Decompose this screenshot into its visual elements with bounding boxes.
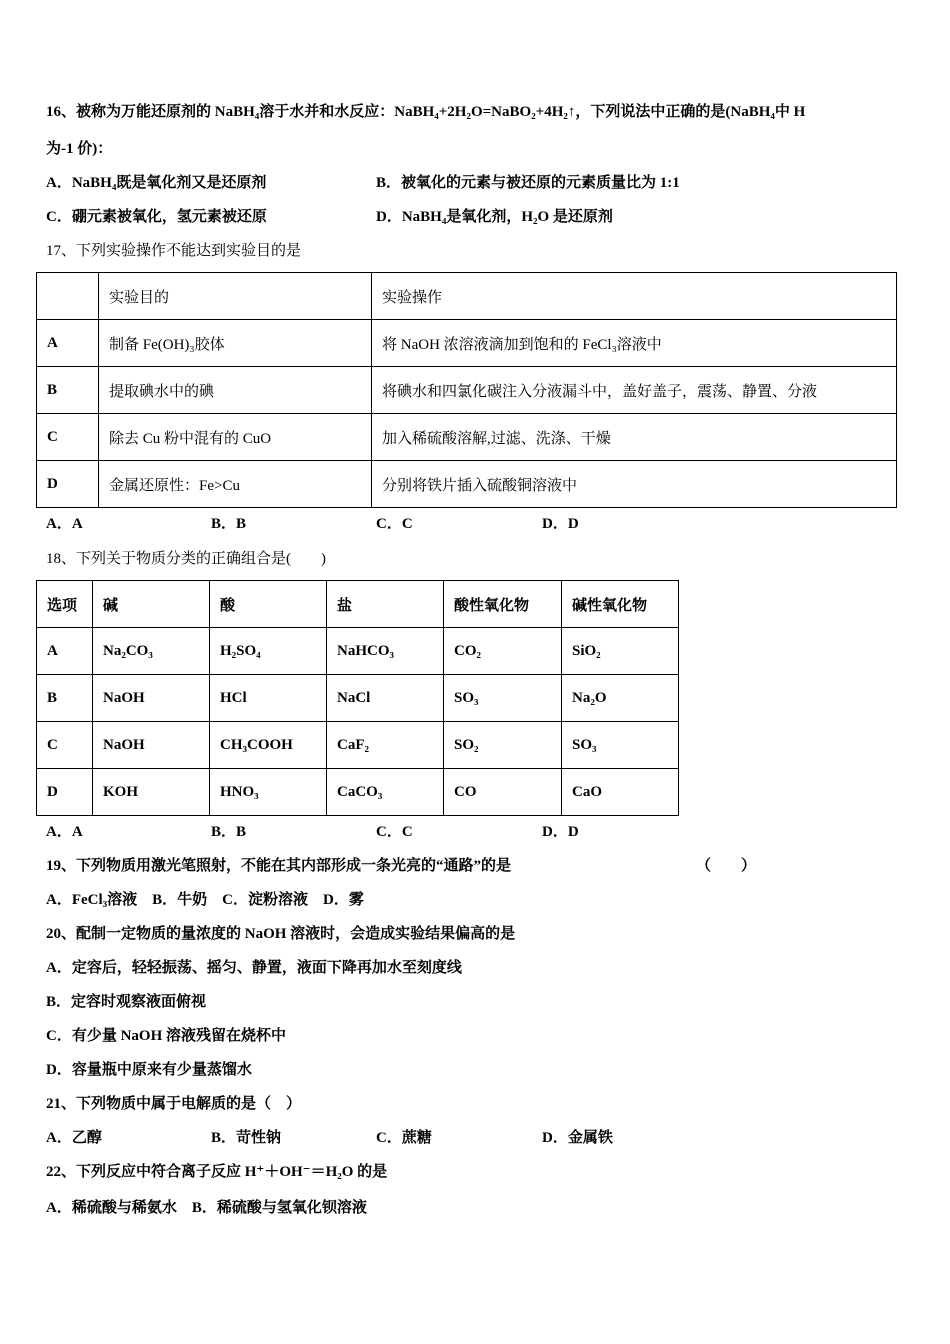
q19-stem: 19、下列物质用激光笔照射，不能在其内部形成一条光亮的“通路”的是 <box>46 858 512 874</box>
q21-option-c: C．蔗糖 <box>376 1130 432 1146</box>
q20-option-c: C．有少量 NaOH 溶液残留在烧杯中 <box>46 1028 287 1044</box>
cell: 加入稀硫酸溶解,过滤、洗涤、干燥 <box>372 414 897 461</box>
q20-option-a: A．定容后，轻轻振荡、摇匀、静置，液面下降再加水至刻度线 <box>46 960 462 976</box>
table-header-row <box>37 273 897 320</box>
header-cell: 盐 <box>327 581 444 628</box>
q21-stem: 21、下列物质中属于电解质的是（ ） <box>46 1096 302 1112</box>
q22-options: A．稀硫酸与稀氨水 B．稀硫酸与氢氧化钡溶液 <box>46 1200 367 1216</box>
table-row <box>37 769 679 816</box>
cell: D <box>37 769 93 816</box>
cell: CO <box>444 769 562 816</box>
cell: 分别将铁片插入硫酸铜溶液中 <box>372 461 897 508</box>
cell: CaF₂ <box>327 722 444 769</box>
cell: B <box>37 367 99 414</box>
cell: CH₃COOH <box>210 722 327 769</box>
cell: H₂SO₄ <box>210 628 327 675</box>
q21-option-d: D．金属铁 <box>542 1130 613 1146</box>
q21-option-b: B．苛性钠 <box>211 1130 282 1146</box>
cell: NaOH <box>93 722 210 769</box>
header-cell <box>37 273 99 320</box>
cell: HNO₃ <box>210 769 327 816</box>
q19-bracket: （ ） <box>696 858 757 874</box>
header-cell: 实验目的 <box>99 273 372 320</box>
q17-table <box>36 272 897 508</box>
cell: CaCO₃ <box>327 769 444 816</box>
q17-option-a: A．A <box>46 516 83 532</box>
cell: KOH <box>93 769 210 816</box>
cell: 将碘水和四氯化碳注入分液漏斗中，盖好盖子，震荡、静置、分液 <box>372 367 897 414</box>
cell: NaHCO₃ <box>327 628 444 675</box>
q16-option-b: B．被氧化的元素与被还原的元素质量比为 1:1 <box>376 175 680 191</box>
cell: NaOH <box>93 675 210 722</box>
cell: Na₂O <box>562 675 679 722</box>
cell: 将 NaOH 浓溶液滴加到饱和的 FeCl₃溶液中 <box>372 320 897 367</box>
q16-stem: 16、被称为万能还原剂的 NaBH₄溶于水并和水反应：NaBH₄+2H₂O=NaBO₂+4H₂↑，下列说法中正确的是(NaBH₄中 H <box>46 104 806 120</box>
q17-option-c: C．C <box>376 516 413 532</box>
header-cell: 碱性氧化物 <box>562 581 679 628</box>
cell: C <box>37 414 99 461</box>
cell: SiO₂ <box>562 628 679 675</box>
q18-table <box>36 580 679 816</box>
cell: B <box>37 675 93 722</box>
table-row <box>37 320 897 367</box>
header-cell: 酸 <box>210 581 327 628</box>
cell: 制备 Fe(OH)₃胶体 <box>99 320 372 367</box>
table-row <box>37 414 897 461</box>
cell: C <box>37 722 93 769</box>
q18-option-d: D．D <box>542 824 579 840</box>
table-row <box>37 675 679 722</box>
header-cell: 碱 <box>93 581 210 628</box>
q16-option-a: A．NaBH₄既是氧化剂又是还原剂 <box>46 175 267 191</box>
q20-stem: 20、配制一定物质的量浓度的 NaOH 溶液时，会造成实验结果偏高的是 <box>46 926 516 942</box>
table-row <box>37 628 679 675</box>
q22-stem: 22、下列反应中符合离子反应 H⁺＋OH⁻＝H₂O 的是 <box>46 1164 388 1180</box>
table-row <box>37 367 897 414</box>
q18-option-b: B．B <box>211 824 247 840</box>
cell: 金属还原性：Fe>Cu <box>99 461 372 508</box>
q16-option-c: C．硼元素被氧化，氢元素被还原 <box>46 209 267 225</box>
cell: CaO <box>562 769 679 816</box>
q17-stem: 17、下列实验操作不能达到实验目的是 <box>46 243 302 259</box>
header-cell: 实验操作 <box>372 273 897 320</box>
q17-option-d: D．D <box>542 516 579 532</box>
cell: HCl <box>210 675 327 722</box>
table-row <box>37 722 679 769</box>
table-row <box>37 461 897 508</box>
cell: NaCl <box>327 675 444 722</box>
q18-option-a: A．A <box>46 824 83 840</box>
cell: 除去 Cu 粉中混有的 CuO <box>99 414 372 461</box>
q17-option-b: B．B <box>211 516 247 532</box>
q16-option-d: D．NaBH₄是氧化剂，H₂O 是还原剂 <box>376 209 613 225</box>
table-header-row <box>37 581 679 628</box>
q21-option-a: A．乙醇 <box>46 1130 102 1146</box>
cell: Na₂CO₃ <box>93 628 210 675</box>
q20-option-b: B．定容时观察液面俯视 <box>46 994 207 1010</box>
q19-options: A．FeCl₃溶液 B．牛奶 C．淀粉溶液 D．雾 <box>46 892 364 908</box>
cell: SO₂ <box>444 722 562 769</box>
header-cell: 选项 <box>37 581 93 628</box>
cell: A <box>37 320 99 367</box>
cell: SO₃ <box>444 675 562 722</box>
q18-option-c: C．C <box>376 824 413 840</box>
cell: CO₂ <box>444 628 562 675</box>
q20-option-d: D．容量瓶中原来有少量蒸馏水 <box>46 1062 252 1078</box>
q16-stem-cont: 为-1 价)： <box>46 141 113 157</box>
cell: SO₃ <box>562 722 679 769</box>
cell: D <box>37 461 99 508</box>
header-cell: 酸性氧化物 <box>444 581 562 628</box>
cell: A <box>37 628 93 675</box>
q18-stem: 18、下列关于物质分类的正确组合是( ) <box>46 551 326 567</box>
cell: 提取碘水中的碘 <box>99 367 372 414</box>
